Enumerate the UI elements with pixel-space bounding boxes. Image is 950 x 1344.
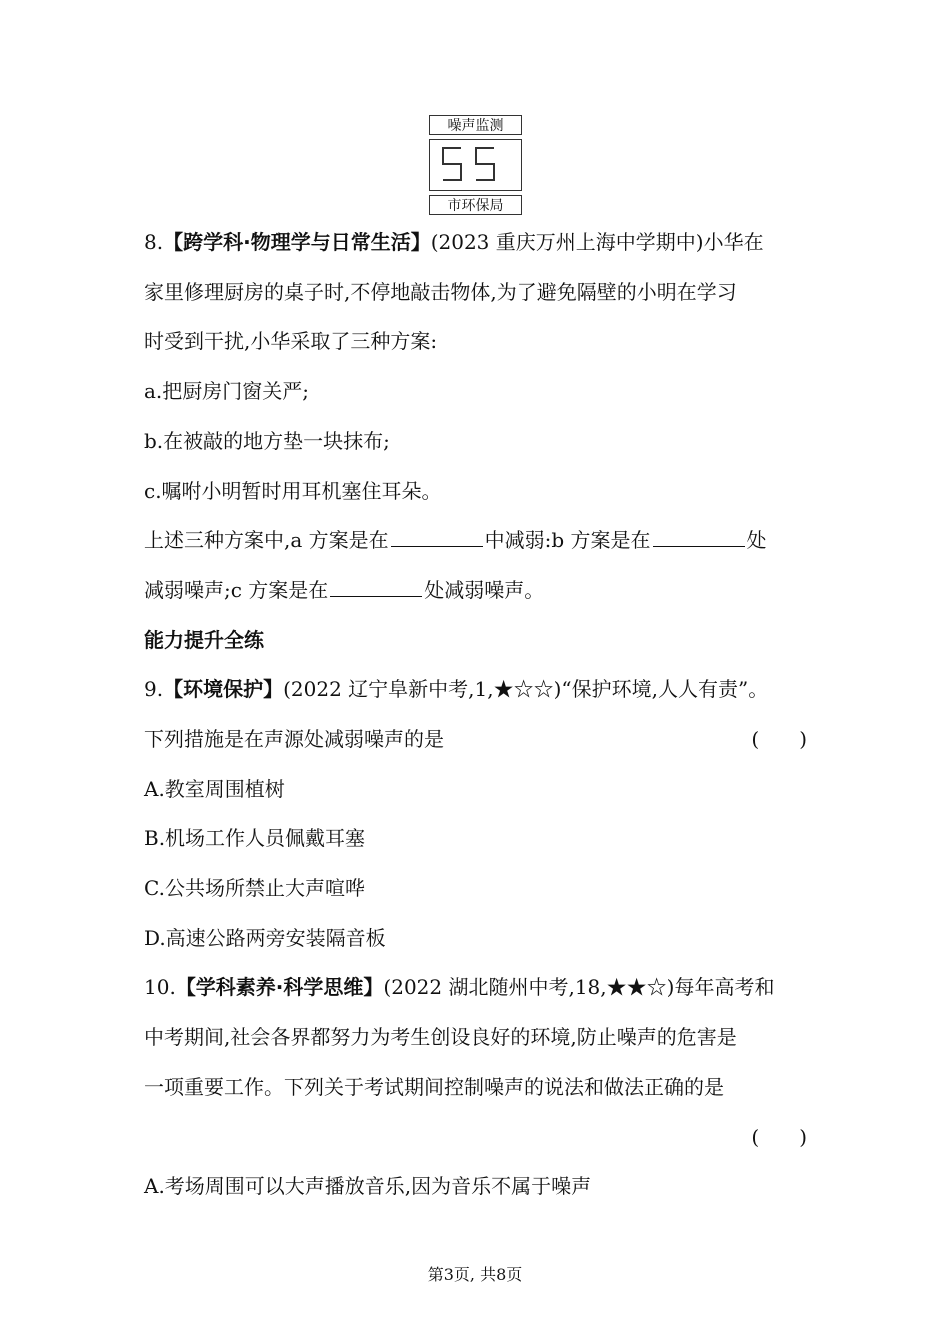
q10-line2: 中考期间,社会各界都努力为考生创设良好的环境,防止噪声的危害是 — [144, 1025, 737, 1049]
q9-answer-paren[interactable]: ( ) — [751, 727, 807, 751]
sign-bottom-label: 市环保局 — [429, 195, 522, 215]
q8-fill-line1 — [144, 526, 767, 554]
q10-line3: 一项重要工作。下列关于考试期间控制噪声的说法和做法正确的是 — [144, 1075, 724, 1099]
q9-option-a: A.教室周围植树 — [144, 777, 285, 801]
q8-line2: 家里修理厨房的桌子时,不停地敲击物体,为了避免隔壁的小明在学习 — [144, 280, 737, 304]
q9-option-c: C.公共场所禁止大声喧哗 — [144, 876, 365, 900]
page-footer: 第3页, 共8页 — [427, 1265, 523, 1284]
q8-source: (2023 重庆万州上海中学期中)小华在 — [430, 230, 764, 254]
q10-line1 — [144, 973, 774, 1001]
sign-display — [429, 139, 522, 191]
q8-fill-text-1: 上述三种方案中,a 方案是在 — [144, 528, 389, 552]
q8-line3: 时受到干扰,小华采取了三种方案: — [144, 329, 438, 353]
q9-tag: 【环境保护】 — [163, 677, 284, 701]
q8-option-a: a.把厨房门窗关严; — [144, 379, 310, 403]
section-title: 能力提升全练 — [144, 628, 264, 652]
answer-blank-3[interactable] — [330, 578, 422, 597]
q8-option-b: b.在被敲的地方垫一块抹布; — [144, 429, 390, 453]
q10-number: 10. — [144, 975, 176, 999]
q9-number: 9. — [144, 677, 164, 701]
q9-source: (2022 辽宁阜新中考,1,★☆☆)“保护环境,人人有责”。 — [283, 677, 769, 701]
q10-answer-paren[interactable]: ( ) — [751, 1125, 807, 1149]
seven-segment-digits — [430, 140, 520, 189]
q9-option-d: D.高速公路两旁安装隔音板 — [144, 926, 386, 950]
q8-fill-line2 — [144, 576, 544, 604]
q8-line1 — [144, 228, 764, 256]
q9-line1 — [144, 675, 768, 703]
q8-fill-text-3: 处 — [746, 528, 767, 552]
answer-blank-1[interactable] — [391, 528, 483, 547]
answer-blank-2[interactable] — [653, 528, 745, 547]
sign-top-label: 噪声监测 — [429, 115, 522, 135]
q8-fill-text-4: 减弱噪声;c 方案是在 — [144, 578, 329, 602]
q10-tag: 【学科素养·科学思维】 — [175, 975, 384, 999]
q8-option-c: c.嘱咐小明暂时用耳机塞住耳朵。 — [144, 479, 442, 503]
q9-option-b: B.机场工作人员佩戴耳塞 — [144, 826, 366, 850]
q9-line2: 下列措施是在声源处减弱噪声的是 — [144, 727, 444, 751]
q10-option-a: A.考场周围可以大声播放音乐,因为音乐不属于噪声 — [144, 1174, 592, 1198]
noise-monitor-sign — [429, 115, 522, 215]
q8-fill-text-2: 中减弱:b 方案是在 — [484, 528, 651, 552]
q8-number: 8. — [144, 230, 164, 254]
q10-source: (2022 湖北随州中考,18,★★☆)每年高考和 — [383, 975, 775, 999]
q8-fill-text-5: 处减弱噪声。 — [424, 578, 545, 602]
q8-tag: 【跨学科·物理学与日常生活】 — [163, 230, 431, 254]
